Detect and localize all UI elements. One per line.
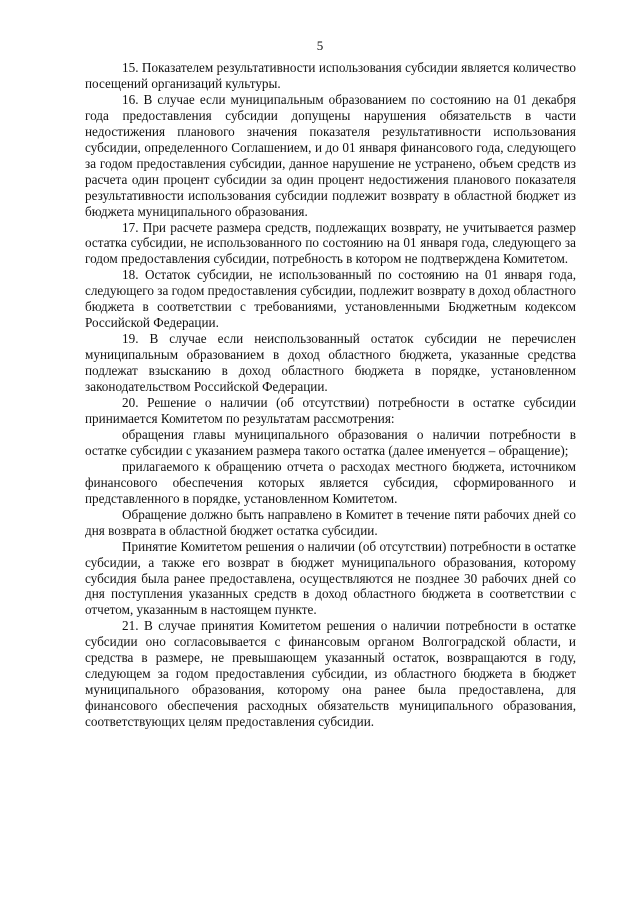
paragraph-20-decision: Принятие Комитетом решения о наличии (об отсутствии) потребности в остатке субсидии, а также его возврат в бюджет муниципального образования, которому субсидия была ранее предоставлена, осуществляются не позднее 30 рабочих дней со дня поступления указанных средств в доход областного бюджета в соответствии с отчетом, указанным в настоящем пункте.: [85, 538, 576, 618]
paragraph-20: 20. Решение о наличии (об отсутствии) потребности в остатке субсидии принимается Комитетом по результатам рассмотрения:: [85, 395, 576, 426]
paragraph-20-item-report: прилагаемого к обращению отчета о расходах местного бюджета, источником финансового обеспечения которых является субсидия, сформированного и представленного в порядке, установленном Комитетом.: [85, 458, 576, 506]
document-body: [85, 60, 576, 730]
paragraph-19: 19. В случае если неиспользованный остаток субсидии не перечислен муниципальным образованием в доход областного бюджета, указанные средства подлежат взысканию в доход областного бюджета в порядке, установленном законодательством Российской Федерации.: [85, 331, 576, 395]
paragraph-15: 15. Показателем результативности использования субсидии является количество посещений организаций культуры.: [85, 60, 576, 91]
paragraph-16: 16. В случае если муниципальным образованием по состоянию на 01 декабря года предоставления субсидии допущены нарушения обязательств в части недостижения планового значения показателя результативности использования субсидии, определенного Соглашением, и до 01 января финансового года, следующего за годом предоставления субсидии, данное нарушение не устранено, объем средств из расчета один процент субсидии за один процент недостижения планового показателя результативности использования субсидии подлежит возврату в областной бюджет из бюджета муниципального образования.: [85, 91, 576, 219]
paragraph-20-item-request: обращения главы муниципального образования о наличии потребности в остатке субсидии с указанием размера такого остатка (далее именуется – обращение);: [85, 426, 576, 458]
paragraph-20-deadline: Обращение должно быть направлено в Комитет в течение пяти рабочих дней со дня возврата в областной бюджет остатка субсидии.: [85, 506, 576, 538]
page-number: 5: [316, 38, 324, 53]
paragraph-18: 18. Остаток субсидии, не использованный по состоянию на 01 января года, следующего за годом предоставления субсидии, подлежит возврату в доход областного бюджета в соответствии с требованиями, установленными Бюджетным кодексом Российской Федерации.: [85, 267, 576, 331]
paragraph-21: 21. В случае принятия Комитетом решения о наличии потребности в остатке субсидии оно согласовывается с финансовым органом Волгоградской области, и средства в размере, не превышающем указанный остаток, возвращаются в году, следующем за годом предоставления субсидии, из областного бюджета в бюджет муниципального образования, которому она ранее была предоставлена, для финансового обеспечения расходных обязательств муниципального образования, соответствующих целям предоставления субсидии.: [85, 618, 576, 730]
paragraph-17: 17. При расчете размера средств, подлежащих возврату, не учитывается размер остатка субсидии, не использованного по состоянию на 01 января года, следующего за годом предоставления субсидии, потребность в котором не подтверждена Комитетом.: [85, 219, 576, 267]
